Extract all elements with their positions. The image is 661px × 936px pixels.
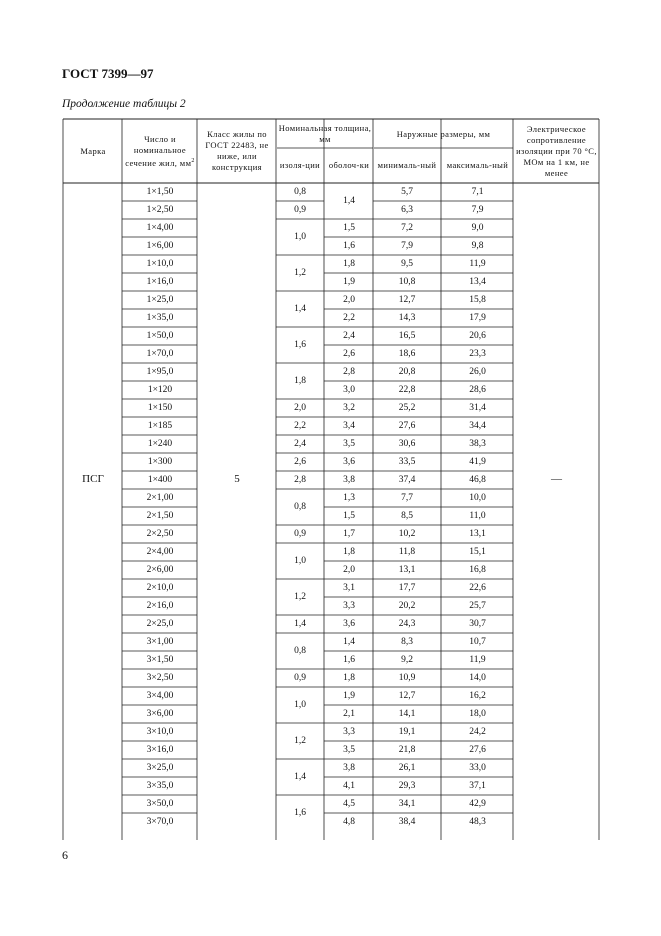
cell-max: 25,7 [469, 601, 486, 611]
cell-max: 20,6 [469, 331, 486, 341]
cell-section: 3×70,0 [146, 817, 174, 827]
header-insulation: изоля-ции [279, 160, 321, 170]
header-brand: Марка [80, 145, 106, 156]
header-conductor-class: Класс жилы по ГОСТ 22483, не ниже, или конструкция [205, 129, 269, 172]
cell-max: 18,0 [469, 709, 486, 719]
cell-sheath: 1,4 [343, 637, 355, 647]
cell-min: 17,7 [398, 583, 416, 593]
header-maximum: максималь-ный [446, 160, 509, 170]
cell-min: 12,7 [398, 691, 416, 701]
cell-max: 24,2 [469, 727, 486, 737]
cell-max: 15,1 [469, 547, 486, 557]
cell-sheath: 1,3 [343, 493, 355, 503]
cell-max: 10,0 [469, 493, 486, 503]
cell-section: 1×16,0 [146, 277, 174, 287]
cell-section: 3×25,0 [146, 763, 174, 773]
cell-max: 34,4 [469, 421, 486, 431]
cell-min: 10,9 [398, 673, 416, 683]
cell-sheath: 1,9 [343, 277, 355, 287]
cell-min: 22,8 [398, 385, 416, 395]
cell-insulation: 0,9 [294, 673, 306, 683]
table-caption: Продолжение таблицы 2 [62, 98, 186, 110]
cell-section: 3×35,0 [146, 781, 174, 791]
cell-min: 9,2 [401, 655, 413, 665]
cell-min: 27,6 [398, 421, 416, 431]
cell-max: 27,6 [469, 745, 486, 755]
cell-section: 3×10,0 [146, 727, 174, 737]
cell-section: 1×240 [147, 439, 173, 449]
header-outer-dimensions: Наружные размеры, мм [396, 128, 491, 139]
cell-min: 30,6 [398, 439, 416, 449]
page-number: 6 [62, 848, 68, 862]
cell-insulation: 0,8 [294, 187, 306, 197]
cell-max: 13,1 [469, 529, 486, 539]
cell-min: 16,5 [398, 331, 416, 341]
document-title: ГОСТ 7399—97 [62, 66, 154, 81]
cell-sheath: 3,4 [343, 421, 355, 431]
cell-section: 1×25,0 [146, 295, 174, 305]
cell-max: 46,8 [469, 475, 486, 485]
cell-min: 18,6 [398, 349, 416, 359]
cell-sheath: 3,2 [343, 403, 355, 413]
cell-insulation: 1,0 [294, 556, 306, 566]
cell-section: 1×70,0 [146, 349, 174, 359]
cell-max: 11,0 [469, 511, 486, 521]
cell-insulation: 1,0 [294, 232, 306, 242]
cell-insulation: 1,0 [294, 700, 306, 710]
cell-min: 11,8 [398, 547, 416, 557]
cell-min: 5,7 [401, 187, 413, 197]
cell-section: 3×16,0 [146, 745, 174, 755]
cell-sheath: 1,9 [343, 691, 355, 701]
cell-section: 1×2,50 [146, 205, 174, 215]
cell-min: 25,2 [398, 403, 416, 413]
cell-min: 33,5 [398, 457, 416, 467]
cell-sheath: 1,4 [343, 196, 355, 206]
cell-min: 29,3 [398, 781, 416, 791]
cell-max: 16,2 [469, 691, 486, 701]
cell-sheath: 1,5 [343, 511, 355, 521]
cell-sheath: 1,8 [343, 259, 355, 269]
header-resistance: Электрическое сопротивление изоляции при 70 °С, МОм на 1 км, не менее [516, 123, 597, 178]
cell-section: 1×300 [147, 457, 173, 467]
cell-min: 19,1 [398, 727, 416, 737]
cell-sheath: 2,2 [343, 313, 355, 323]
cell-sheath: 2,4 [343, 331, 355, 341]
cell-insulation: 1,6 [294, 340, 306, 350]
cell-insulation: 0,9 [294, 529, 306, 539]
cell-max: 13,4 [469, 277, 486, 287]
cell-min: 8,5 [401, 511, 413, 521]
cell-max: 7,9 [471, 205, 484, 215]
cell-max: 11,9 [469, 259, 486, 269]
header-conductor-count-sup: 2 [191, 157, 195, 164]
cell-min: 14,1 [398, 709, 416, 719]
cell-insulation: 1,4 [294, 619, 306, 629]
cell-sheath: 1,6 [343, 655, 355, 665]
cell-sheath: 1,8 [343, 673, 355, 683]
cell-min: 12,7 [398, 295, 416, 305]
cell-min: 9,5 [401, 259, 413, 269]
cell-max: 11,9 [469, 655, 486, 665]
cell-section: 1×95,0 [146, 367, 174, 377]
cell-section: 1×35,0 [146, 313, 174, 323]
cell-sheath: 2,0 [343, 565, 355, 575]
cell-max: 17,9 [469, 313, 486, 323]
cell-min: 37,4 [398, 475, 416, 485]
cell-min: 7,7 [401, 493, 413, 503]
cell-section: 3×50,0 [146, 799, 174, 809]
cell-sheath: 3,6 [343, 457, 355, 467]
cell-sheath: 4,5 [343, 799, 355, 809]
cell-sheath: 3,5 [343, 745, 355, 755]
cell-min: 8,3 [401, 637, 413, 647]
cell-min: 34,1 [398, 799, 416, 809]
cell-sheath: 3,8 [343, 475, 355, 485]
header-conductor-count [123, 120, 197, 182]
cell-insulation: 1,2 [294, 268, 306, 278]
cell-max: 9,8 [471, 241, 484, 251]
cell-min: 6,3 [401, 205, 413, 215]
cell-section: 2×1,00 [146, 493, 174, 503]
cell-max: 15,8 [469, 295, 486, 305]
cell-section: 1×400 [147, 475, 173, 485]
cell-insulation: 2,6 [294, 457, 306, 467]
cell-insulation: 2,8 [294, 475, 306, 485]
cell-max: 22,6 [469, 583, 486, 593]
cell-insulation: 0,8 [294, 646, 306, 656]
cell-section: 3×2,50 [146, 673, 174, 683]
cell-section: 3×1,50 [146, 655, 174, 665]
cell-max: 33,0 [469, 763, 486, 773]
cell-section: 2×16,0 [146, 601, 174, 611]
cell-min: 20,8 [398, 367, 416, 377]
cell-section: 1×120 [147, 385, 173, 395]
cell-insulation: 0,8 [294, 502, 306, 512]
class-value: 5 [234, 473, 240, 485]
cell-sheath: 3,3 [343, 601, 355, 611]
header-minimum: минималь-ный [377, 160, 437, 170]
cell-section: 3×6,00 [146, 709, 174, 719]
cell-sheath: 2,6 [343, 349, 355, 359]
cell-section: 1×150 [147, 403, 173, 413]
cell-insulation: 2,0 [294, 403, 306, 413]
header-nominal-thickness: Номинальная толщина, мм [278, 123, 372, 144]
brand-value: ПСГ [82, 473, 104, 485]
cell-max: 42,9 [469, 799, 486, 809]
cell-min: 10,8 [398, 277, 416, 287]
cell-insulation: 1,4 [294, 304, 306, 314]
cell-sheath: 1,6 [343, 241, 355, 251]
cell-min: 10,2 [398, 529, 416, 539]
cell-max: 37,1 [469, 781, 486, 791]
cell-min: 38,4 [398, 817, 416, 827]
cell-max: 31,4 [469, 403, 486, 413]
cell-insulation: 1,4 [294, 772, 306, 782]
cell-max: 28,6 [469, 385, 486, 395]
cell-sheath: 4,8 [343, 817, 355, 827]
cell-sheath: 1,7 [343, 529, 355, 539]
cell-min: 7,9 [401, 241, 413, 251]
cell-min: 13,1 [398, 565, 416, 575]
cell-max: 23,3 [469, 349, 486, 359]
cell-insulation: 2,2 [294, 421, 306, 431]
cell-sheath: 3,3 [343, 727, 355, 737]
cell-section: 3×4,00 [146, 691, 174, 701]
cell-sheath: 2,8 [343, 367, 355, 377]
header-conductor-count-text: Число и номинальное сечение жил, мм [125, 133, 192, 168]
cell-sheath: 3,6 [343, 619, 355, 629]
cell-max: 48,3 [469, 817, 486, 827]
cell-sheath: 3,5 [343, 439, 355, 449]
cell-section: 3×1,00 [146, 637, 174, 647]
cell-section: 1×10,0 [146, 259, 174, 269]
cell-max: 30,7 [469, 619, 486, 629]
cell-sheath: 2,0 [343, 295, 355, 305]
cell-min: 24,3 [398, 619, 416, 629]
cell-section: 2×4,00 [146, 547, 174, 557]
cell-section: 2×10,0 [146, 583, 174, 593]
cell-max: 10,7 [469, 637, 486, 647]
cell-section: 2×2,50 [146, 529, 174, 539]
cell-max: 38,3 [469, 439, 486, 449]
cell-sheath: 1,5 [343, 223, 355, 233]
cell-section: 1×4,00 [146, 223, 174, 233]
cell-max: 16,8 [469, 565, 486, 575]
cell-sheath: 3,0 [343, 385, 355, 395]
cell-insulation: 1,6 [294, 808, 306, 818]
cell-min: 14,3 [398, 313, 416, 323]
cell-section: 1×185 [147, 421, 173, 431]
cell-max: 41,9 [469, 457, 486, 467]
cell-min: 21,8 [398, 745, 416, 755]
cell-sheath: 3,1 [343, 583, 355, 593]
cell-insulation: 1,2 [294, 736, 306, 746]
cell-section: 1×1,50 [146, 187, 174, 197]
cell-min: 20,2 [398, 601, 416, 611]
cell-sheath: 1,8 [343, 547, 355, 557]
cell-section: 1×6,00 [146, 241, 174, 251]
cell-insulation: 1,8 [294, 376, 306, 386]
header-sheath: оболоч-ки [328, 160, 370, 170]
cell-max: 9,0 [471, 223, 484, 233]
cell-sheath: 2,1 [343, 709, 355, 719]
cell-max: 7,1 [471, 187, 484, 197]
cell-section: 1×50,0 [146, 331, 174, 341]
cell-sheath: 4,1 [343, 781, 355, 791]
cell-insulation: 1,2 [294, 592, 306, 602]
cell-sheath: 3,8 [343, 763, 355, 773]
cell-insulation: 2,4 [294, 439, 306, 449]
cell-max: 26,0 [469, 367, 486, 377]
cell-insulation: 0,9 [294, 205, 306, 215]
cell-section: 2×6,00 [146, 565, 174, 575]
cell-min: 26,1 [398, 763, 416, 773]
cell-section: 2×1,50 [146, 511, 174, 521]
cell-min: 7,2 [401, 223, 413, 233]
resistance-value: — [551, 473, 562, 485]
cell-section: 2×25,0 [146, 619, 174, 629]
cell-max: 14,0 [469, 673, 486, 683]
